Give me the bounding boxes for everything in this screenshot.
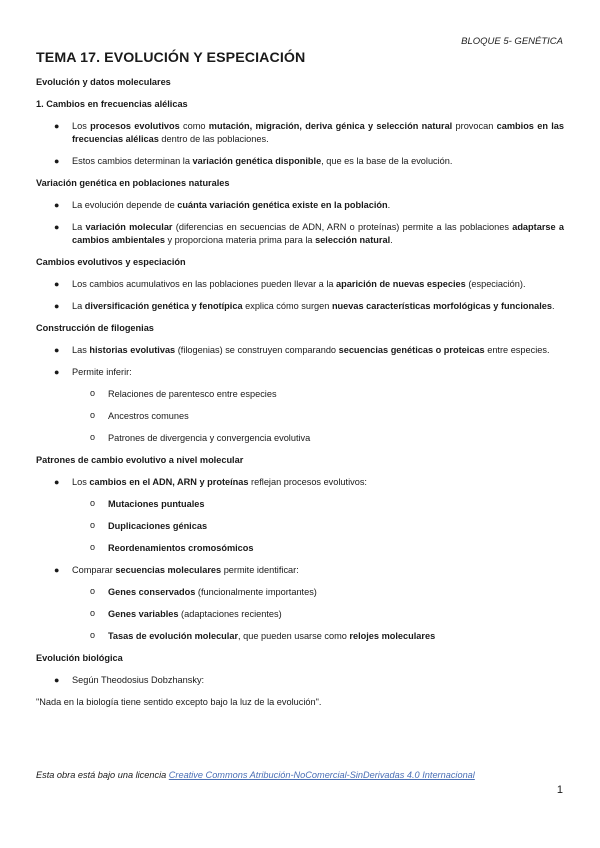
bullet-icon: ●	[54, 301, 60, 311]
sub-list-item: o Patrones de divergencia y convergencia evolutiva	[90, 432, 311, 443]
sub-list-item: o Relaciones de parentesco entre especies	[90, 388, 277, 399]
sub-list-item: o Mutaciones puntuales	[90, 498, 205, 509]
bullet-icon: ●	[54, 156, 60, 166]
block-header: BLOQUE 5- GENÉTICA	[461, 36, 563, 47]
bullet-icon: ●	[54, 367, 60, 377]
list-item: ● Comparar secuencias moleculares permite identificar:	[54, 565, 299, 575]
sub-list-item: o Genes variables (adaptaciones recientes)	[90, 608, 282, 619]
section-heading: Construcción de filogenias	[36, 323, 154, 333]
list-item: ● Permite inferir:	[54, 367, 132, 377]
section-heading: Patrones de cambio evolutivo a nivel molecular	[36, 455, 244, 465]
sub-bullet-icon: o	[90, 432, 96, 442]
bullet-icon: ●	[54, 200, 60, 210]
section-heading: Cambios evolutivos y especiación	[36, 257, 186, 267]
section-heading: Variación genética en poblaciones naturales	[36, 178, 230, 188]
sub-bullet-icon: o	[90, 630, 96, 640]
list-item: ● Los procesos evolutivos como mutación, migración, deriva génica y selección natural provocan cambios en las frecuencias alélicas dentro de las poblaciones.	[54, 121, 565, 144]
sub-list-item: o Reordenamientos cromosómicos	[90, 542, 254, 553]
section-heading: Evolución biológica	[36, 653, 123, 663]
page-number: 1	[556, 784, 563, 796]
sub-bullet-icon: o	[90, 498, 96, 508]
list-item: ● La variación molecular (diferencias en secuencias de ADN, ARN o proteínas) permite a las poblaciones adaptarse a cambios ambientales y proporciona materia prima para la selección natural.	[54, 222, 564, 245]
list-item: ● Estos cambios determinan la variación genética disponible, que es la base de la evolución.	[54, 156, 453, 166]
bullet-icon: ●	[54, 565, 60, 575]
bullet-icon: ●	[54, 121, 60, 131]
list-item: ● La diversificación genética y fenotípica explica cómo surgen nuevas características morfológicas y funcionales.	[54, 301, 555, 311]
bullet-icon: ●	[54, 477, 60, 487]
sub-bullet-icon: o	[90, 520, 96, 530]
document-body	[36, 76, 564, 709]
bullet-icon: ●	[54, 279, 60, 289]
sub-list-item: o Ancestros comunes	[90, 410, 189, 421]
list-item: ● Los cambios acumulativos en las poblaciones pueden llevar a la aparición de nuevas especies (especiación).	[54, 279, 526, 289]
license-link[interactable]: Creative Commons Atribución-NoComercial-SinDerivadas 4.0 Internacional	[168, 770, 475, 780]
license-note: Esta obra está bajo una licencia Creative Commons Atribución-NoComercial-SinDerivadas 4.0 Internacional	[36, 770, 475, 780]
list-item: ● Según Theodosius Dobzhansky:	[54, 675, 205, 685]
list-item: ● Las historias evolutivas (filogenias) se construyen comparando secuencias genéticas o proteicas entre especies.	[54, 345, 550, 355]
sub-bullet-icon: o	[90, 586, 96, 596]
quote: "Nada en la biología tiene sentido excepto bajo la luz de la evolución".	[36, 697, 322, 707]
sub-bullet-icon: o	[90, 608, 96, 618]
sub-list-item: o Duplicaciones génicas	[90, 520, 208, 531]
sub-bullet-icon: o	[90, 388, 96, 398]
bullet-icon: ●	[54, 222, 60, 232]
list-item: ● La evolución depende de cuánta variación genética existe en la población.	[54, 200, 391, 210]
sub-bullet-icon: o	[90, 410, 96, 420]
bullet-icon: ●	[54, 345, 60, 355]
page-title: TEMA 17. EVOLUCIÓN Y ESPECIACIÓN	[36, 50, 306, 66]
list-item: ● Los cambios en el ADN, ARN y proteínas reflejan procesos evolutivos:	[54, 477, 367, 487]
sub-bullet-icon: o	[90, 542, 96, 552]
subsection-heading: 1. Cambios en frecuencias alélicas	[36, 99, 188, 109]
sub-list-item: o Genes conservados (funcionalmente importantes)	[90, 586, 317, 597]
bullet-icon: ●	[54, 675, 60, 685]
sub-list-item: o Tasas de evolución molecular, que pueden usarse como relojes moleculares	[90, 630, 436, 641]
section-heading: Evolución y datos moleculares	[36, 77, 171, 87]
